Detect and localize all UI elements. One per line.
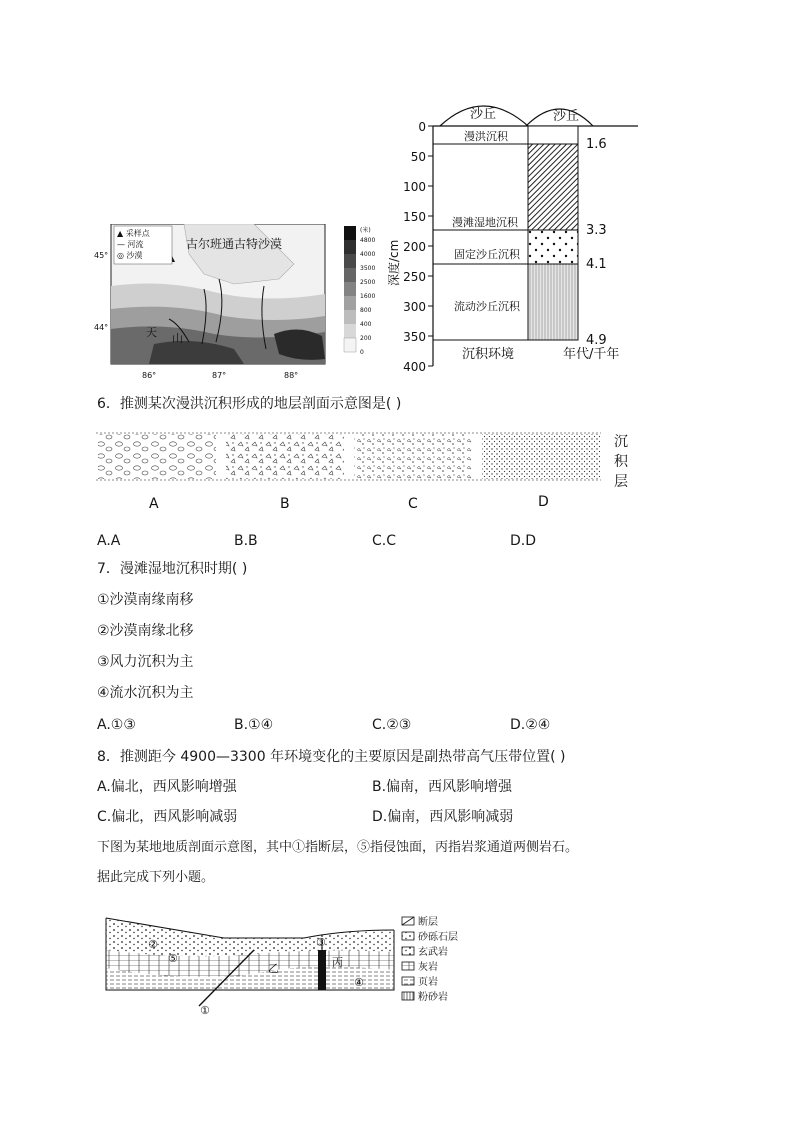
lon-label-87: 87° (212, 371, 227, 380)
dune-label-2: 沙丘 (553, 109, 580, 124)
layer-mobile-dune (528, 264, 578, 340)
q6-stem: 6．推测某次漫洪沉积形成的地层剖面示意图是( ) (97, 396, 402, 412)
marker-4: ④ (354, 976, 364, 989)
q7-option-b[interactable]: B.①④ (234, 717, 274, 733)
intro-line-1: 下图为某地地质剖面示意图，其中①指断层，⑤指侵蚀面，丙指岩浆通道两侧岩石。 (97, 840, 579, 855)
layer-fixed-dune (528, 230, 578, 264)
map-legend-1: ▲ 采样点 (117, 229, 150, 238)
q7-option-a[interactable]: A.①③ (97, 717, 136, 733)
geo-legend-gravel: 砂砾石层 (418, 932, 458, 943)
q8-stem: 8．推测距今 4900—3300 年环境变化的主要原因是副热带高气压带位置( ) (97, 749, 566, 765)
lat-label-44: 44° (94, 323, 109, 332)
marker-3: ③ (316, 936, 326, 949)
panel-label-d: D (538, 494, 549, 510)
age-label-3: 4.1 (586, 257, 607, 272)
map-legend-2: — 河流 (117, 240, 144, 249)
panel-b (226, 434, 344, 479)
elev-tick: 1600 (360, 293, 376, 300)
lat-label-45: 45° (94, 251, 109, 260)
depth-tick: 100 (403, 180, 426, 194)
depth-tick: 50 (410, 150, 426, 164)
age-label-2: 3.3 (586, 223, 607, 238)
marker-yi: 乙 (268, 962, 279, 975)
panel-label-a: A (149, 496, 159, 512)
topographic-map-figure (94, 224, 384, 384)
age-label-4: 4.9 (586, 333, 607, 348)
dune-label-1: 沙丘 (470, 107, 497, 122)
place-label-shan: 山 (172, 332, 183, 345)
side-label-2: 积 (614, 454, 628, 470)
intro-line-2: 据此完成下列小题。 (97, 870, 215, 885)
y-axis-label: 深度/cm (388, 239, 401, 286)
elev-tick: 3500 (360, 265, 376, 272)
depth-tick: 0 (418, 120, 426, 134)
geo-legend-basalt: 玄武岩 (418, 947, 448, 958)
lon-label-86: 86° (142, 371, 157, 380)
q6-option-d[interactable]: D.D (510, 533, 537, 549)
q8-option-b[interactable]: B.偏南，西风影响增强 (372, 779, 513, 795)
elev-tick: 0 (360, 349, 364, 356)
depth-tick: 250 (403, 270, 426, 284)
stratigraphic-column (388, 90, 648, 375)
depth-axis-ticks (403, 120, 433, 374)
side-label-1: 沉 (614, 434, 628, 450)
marker-5: ⑤ (168, 952, 178, 965)
geo-legend-siltstone: 粉砂岩 (418, 992, 448, 1003)
geo-legend-limestone: 灰岩 (418, 962, 438, 973)
q7-item-3: ③风力沉积为主 (97, 654, 194, 670)
q8-option-c[interactable]: C.偏北，西风影响减弱 (97, 809, 238, 825)
q7-stem: 7．漫滩湿地沉积时期( ) (97, 561, 248, 577)
elev-tick: 2500 (360, 279, 376, 286)
place-label-tian: 天 (146, 326, 157, 339)
q6-option-b[interactable]: B.B (234, 533, 258, 549)
depth-tick: 300 (403, 300, 426, 314)
panel-label-b: B (280, 496, 290, 512)
depth-tick: 150 (403, 210, 426, 224)
elev-tick: 4000 (360, 251, 376, 258)
elev-tick: 800 (360, 307, 372, 314)
stratigraphic-column-figure (388, 90, 648, 375)
elev-tick: 400 (360, 321, 372, 328)
side-label-3: 层 (614, 474, 628, 490)
elev-tick: 200 (360, 335, 372, 342)
layer-label-3: 固定沙丘沉积 (454, 248, 520, 261)
marker-2: ② (148, 938, 158, 951)
q7-item-1: ①沙漠南缘南移 (97, 592, 194, 608)
lon-label-88: 88° (284, 371, 299, 380)
age-label-1: 1.6 (586, 137, 607, 152)
panel-d (482, 434, 600, 479)
q7-item-4: ④流水沉积为主 (97, 685, 194, 701)
geo-legend-shale: 页岩 (418, 977, 438, 988)
depth-tick: 350 (403, 330, 426, 344)
marker-1: ① (200, 1004, 210, 1017)
marker-bing: 丙 (332, 956, 343, 969)
q8-option-a[interactable]: A.偏北，西风影响增强 (97, 779, 237, 795)
q6-panels-figure (96, 428, 641, 518)
layer-label-2: 漫滩湿地沉积 (452, 216, 518, 229)
elev-tick: 4800 (360, 237, 376, 244)
q8-option-d[interactable]: D.偏南，西风影响减弱 (372, 809, 514, 825)
elev-unit: (米) (360, 227, 371, 234)
q6-option-a[interactable]: A.A (97, 533, 121, 549)
sediment-panels (96, 428, 641, 518)
map-legend-3: ◎ 沙漠 (117, 251, 143, 260)
q6-option-c[interactable]: C.C (372, 533, 397, 549)
geologic-section (104, 910, 484, 1020)
q7-item-2: ②沙漠南缘北移 (97, 623, 194, 639)
panel-a (98, 434, 216, 479)
geo-legend-fault: 断层 (418, 917, 438, 928)
x-label-age: 年代/千年 (563, 347, 620, 362)
layer-label-4: 流动沙丘沉积 (454, 300, 520, 313)
topographic-map (94, 224, 384, 384)
depth-tick: 200 (403, 240, 426, 254)
geo-legend (402, 915, 458, 1003)
desert-label: 古尔班通古特沙漠 (186, 237, 283, 251)
geologic-section-figure (104, 910, 484, 1020)
layer-overbank-wetland (528, 144, 578, 230)
q7-option-c[interactable]: C.②③ (372, 717, 412, 733)
x-label-environment: 沉积环境 (462, 347, 515, 362)
layer-label-1: 漫洪沉积 (464, 130, 508, 143)
depth-tick: 400 (403, 360, 426, 374)
magma-channel (318, 950, 326, 990)
panel-label-c: C (408, 496, 418, 512)
elevation-scale (344, 226, 375, 356)
panel-c (354, 434, 472, 479)
q7-option-d[interactable]: D.②④ (510, 717, 551, 733)
